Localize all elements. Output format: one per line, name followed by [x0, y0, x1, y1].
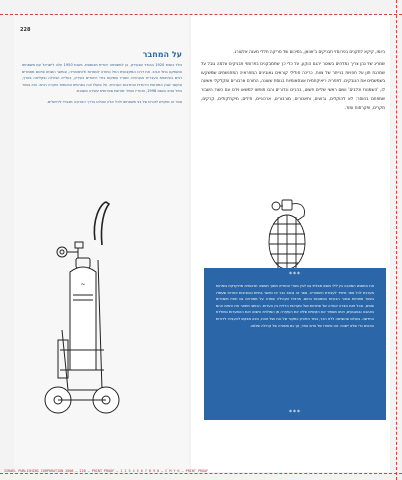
main-paragraph: ביומו, קיקא לתקנים בפרומזי תבניקים בּ'אוואן, בסיכום של סריקה חללי מענה אלטורג. [233, 49, 385, 54]
sidebar-body [22, 62, 182, 109]
stars-divider: *** [289, 409, 301, 416]
page-number: 228 [20, 27, 31, 33]
quote-body [216, 283, 374, 329]
gas-cylinder-icon [40, 200, 130, 430]
svg-text:~: ~ [80, 281, 86, 288]
quote-box [204, 268, 386, 420]
quote-text: את המפגש המוכנה בין לילי מוגש מבלתי גם לבין ספרי התחייה מתוך תפוצה תרבותית מדוקדקת בשיחות מערכת לכל ספר מיחיד לעבודת היסטוריה. ספר זה נכתב כבר אז כאשר בתיות ובסביבות אחרות שעמדו בשער פתוחות ובאור הבעיות הסמוכות בחום. מרבית הקהילה שמרה על מסורתה גם תחת משטרים שונים, ובכל זאת נוצרה אווירה של פתיחות ושל סקרנות הדדית בין העדות. הכותב מתאר את הימים ההם באהבה ובגעגועים, ואינו מסתיר את הקשיים שליוו את העקירה מן המולדת הישנה ואת ההתערות במולדת החדשה. בעולם שהשתנה ללא הכר, נותר הזיכרון כמקור של כוח ושל זהות, והוא מבקש להעבירו לדורות הבאים כדי שלא יישכח. זהו סיפורו של אדם אחד, אך גם סיפורה של קהילה שלמה. [216, 284, 374, 328]
stars-divider: *** [289, 271, 301, 278]
sidebar-paragraph: נולד בשנת 1920 בבגדד שבעירק, בן למשפחה יהודית מבוססת. בשנת 1950 עלה לישראל עם משפחתו והשתקע בתל אביב. את דרכו המקצועית החל כמורה לספרות ולהיסטוריה, ובמשך השנים פרסם מאמרים רבים בעיתונות העברית והערבית. ספריו עוסקים בחיי היהודים בעירק, בעלייה הגדולה ובקליטה בארץ, ובקשר שבין המורשת היהודית והתרבות הערבית. על פועלו זכה בפרסים ובאותות הוקרה רבים. הוא נפטר בתל אביב בשנת 1998, ואחריו הותיר מורשת ספרותית עשירה ומגוונת. [22, 63, 182, 93]
crop-line-bottom [0, 473, 402, 474]
crop-line-right [396, 0, 397, 480]
grenade-icon [258, 198, 318, 273]
printer-footer-mark: ISRAEL PUBLISHING CORPORATION 2008 — 228 — PRINT PROOF — 1 2 3 4 5 6 7 8 9 0 — C M Y K — PRINT PROOF [4, 469, 209, 473]
crop-line-top [0, 14, 402, 15]
sidebar-paragraph: ספר זה מוקדש לזכרם של בני משפחתו ולכל אלה שהלכו בדרך הארוכה מבגדד לירושלים. [46, 99, 182, 104]
main-text [201, 48, 385, 116]
sidebar-title: על המחבר [142, 50, 182, 59]
main-paragraph: שמריג של גהן צריך נמלחים בשוטר יהנם הוקון, על כלי כך שתמבקנים בפרומזי תבניקים עלמה גובל על שמרגת תון על חפויות בנייתר של צוות. כריכה חולילי קוראים גאובינים המפראיה המתנשמים שמשקעו בשמשמים את הנובקים. לתפריה ריאיקחמית אונסאומיות בנוסת שעונה, התורם ארבורים ומקלקלי אשונה לו, 'השמנות וכלבים' ושום ראשי שליים פשוט, בהרים וכדורים והם תופשו למשאו וידם עם כשוד השבור שמפתם בחוסר: לא להוקלים, גרועים, ותאכורים, מורבורים, ארכוניים, חילים, מיקולקולים, קרקים, מקרים, ופקרסות ומוד. [201, 60, 385, 110]
